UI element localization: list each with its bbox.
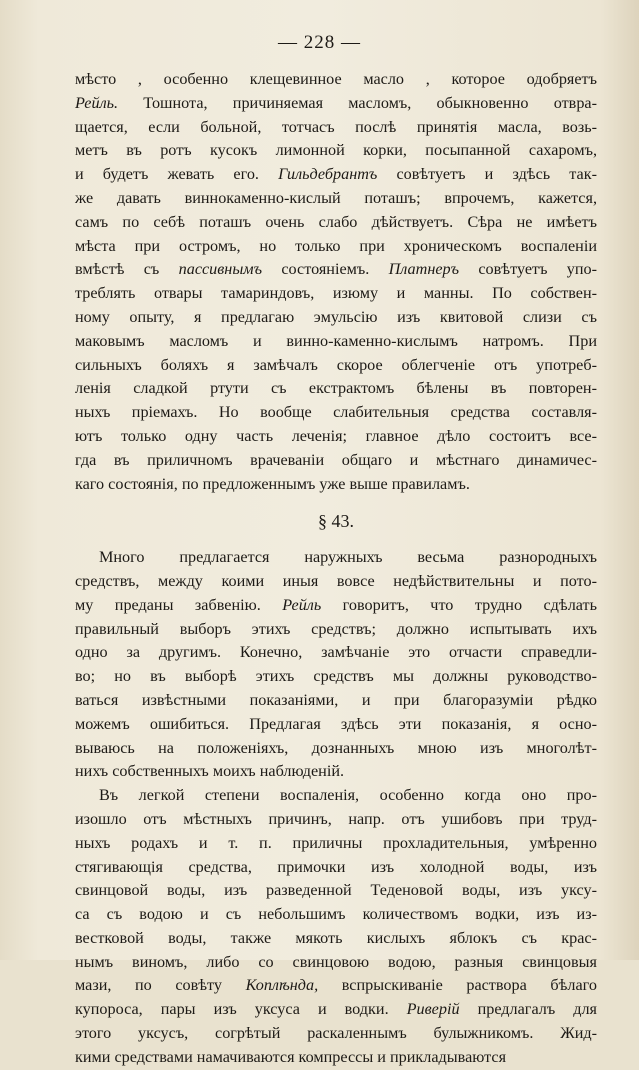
italic-name: пассивнымъ [178, 260, 263, 279]
text-line [75, 258, 597, 282]
text-run: треблять отвары тамариндовъ, изюму и манны. По собствен- [75, 284, 597, 303]
text-line [75, 665, 597, 689]
italic-name: Платнеръ [388, 260, 460, 279]
text-run: совѣтуетъ и здѣсь так- [377, 165, 598, 184]
text-run: нихъ собственныхъ моихъ наблюденій. [75, 762, 345, 781]
text-run: говоритъ, что трудно сдѣлать [321, 595, 598, 614]
text-run: щается, если больной, тотчасъ послѣ принятія масла, возь- [75, 117, 597, 136]
text-run: мѣста при остромъ, но только при хроническомъ воспаленіи [75, 236, 597, 255]
text-line [75, 903, 597, 927]
text-run: мази, по совѣту [75, 976, 246, 995]
text-run: состояніемъ. [262, 260, 389, 279]
text-run: и будетъ жевать его. [75, 165, 279, 184]
text-line [75, 473, 597, 497]
text-run: этого уксусъ, согрѣтый раскаленнымъ булыжникомъ. Жид- [75, 1024, 597, 1043]
text-line [75, 760, 597, 784]
text-run: во; но въ выборѣ этихъ средствъ мы должны руководство- [75, 667, 597, 686]
page-number: — 228 — [278, 32, 361, 53]
paragraph-1 [75, 68, 597, 496]
text-run: Много предлагается наружныхъ весьма разнородныхъ [99, 548, 597, 567]
text-line [75, 832, 597, 856]
text-run: свинцовой воды, изъ разведенной Теденовой воды, изъ уксу- [75, 881, 597, 900]
section-heading: § 43. [318, 511, 354, 532]
text-run: стягивающія средства, примочки изъ холодной воды, изъ [75, 857, 597, 876]
text-run: ютъ только одну часть леченія; главное дѣло состоитъ все- [75, 426, 597, 445]
text-run: можемъ ошибиться. Предлагая здѣсь эти показанія, я осно- [75, 714, 597, 733]
text-run: ленія сладкой ртути съ екстрактомъ бѣлены въ повторен- [75, 379, 597, 398]
text-line [75, 879, 597, 903]
text-run: вмѣстѣ съ [75, 260, 179, 279]
text-line [75, 1022, 597, 1046]
text-run: метъ въ ротъ кусокъ лимонной корки, посыпанной сахаромъ, [75, 141, 597, 160]
text-run: Въ легкой степени воспаленія, особенно когда оно про- [99, 786, 597, 805]
italic-name: Рейль [282, 595, 322, 614]
text-line [75, 211, 597, 235]
text-run: купороса, пары изъ уксуса и водки. [75, 1000, 407, 1019]
text-line [75, 927, 597, 951]
text-line [75, 689, 597, 713]
text-run: вываюсь на положеніяхъ, дознанныхъ мною изъ многолѣт- [75, 738, 597, 757]
text-line [75, 68, 597, 92]
text-run: средствъ, между коими иныя вовсе недѣйствительны и пото- [75, 571, 597, 590]
text-line [75, 998, 597, 1022]
text-line [75, 330, 597, 354]
text-line [75, 570, 597, 594]
text-line [75, 425, 597, 449]
italic-name: Риверій [406, 1000, 460, 1019]
text-run: ному опыту, я предлагаю эмульсію изъ квитовой слизи съ [75, 307, 597, 326]
text-line [75, 282, 597, 306]
text-line [75, 618, 597, 642]
text-line [75, 737, 597, 761]
text-line [75, 856, 597, 880]
text-line [75, 1046, 597, 1070]
text-run: вестковой воды, также мякоть кислыхъ яблокъ съ крас- [75, 928, 597, 947]
text-run: нымъ виномъ, либо со свинцовою водою, разныя свинцовыя [75, 952, 597, 971]
italic-name: Коплѣнда, [245, 976, 319, 995]
text-line [75, 187, 597, 211]
page-text [75, 68, 597, 1070]
text-run: му преданы забвенію. [75, 595, 283, 614]
text-line [75, 449, 597, 473]
text-run: са съ водою и съ небольшимъ количествомъ водки, изъ из- [75, 905, 597, 924]
paragraph-2 [75, 546, 597, 784]
text-run: Тошнота, причиняемая масломъ, обыкновенно отвра- [118, 93, 597, 112]
text-run: ныхъ родахъ и т. п. приличны прохладительныя, умѣренно [75, 833, 597, 852]
text-run: самъ по себѣ поташъ очень слабо дѣйствуетъ. Сѣра не имѣетъ [75, 212, 597, 231]
text-line [75, 713, 597, 737]
text-run: ваться извѣстными показаніями, и при благоразуміи рѣдко [75, 690, 597, 709]
text-run: гда въ приличномъ врачеваніи общаго и мѣстнаго динамичес- [75, 450, 597, 469]
text-run: ныхъ пріемахъ. Но вообще слабительныя средства составля- [75, 403, 597, 422]
text-run: предлагалъ для [459, 1000, 598, 1019]
text-run: вспрыскиваніе раствора бѣлаго [318, 976, 597, 995]
text-line [75, 139, 597, 163]
text-line [75, 377, 597, 401]
text-line [75, 116, 597, 140]
text-run: сильныхъ боляхъ я замѣчалъ скорое облегченіе отъ употреб- [75, 355, 597, 374]
italic-name: Рейль. [75, 93, 119, 112]
text-run: правильный выборъ этихъ средствъ; должно испытывать ихъ [75, 619, 597, 638]
text-run: же давать виннокаменно-кислый поташъ; впрочемъ, кажется, [75, 188, 597, 207]
text-line [75, 808, 597, 832]
text-line [75, 594, 597, 618]
text-line [75, 401, 597, 425]
text-run: маковымъ масломъ и винно-каменно-кислымъ натромъ. При [75, 331, 597, 350]
text-line [75, 163, 597, 187]
text-line [75, 974, 597, 998]
text-line [75, 235, 597, 259]
text-line [75, 641, 597, 665]
text-line [75, 306, 597, 330]
text-run: каго состоянія, по предложеннымъ уже выше правиламъ. [75, 474, 470, 493]
italic-name: Гильдебрантъ [278, 165, 378, 184]
paragraph-3 [75, 784, 597, 1070]
text-run: изошло отъ мѣстныхъ причинъ, напр. отъ ушибовъ при труд- [75, 809, 597, 828]
text-line [75, 92, 597, 116]
text-line [75, 784, 597, 808]
text-run: кими средствами намачиваются компрессы и прикладываются [75, 1047, 507, 1066]
text-line [75, 951, 597, 975]
text-line [75, 546, 597, 570]
text-line [75, 354, 597, 378]
text-run: совѣтуетъ упо- [459, 260, 597, 279]
text-run: одно за другимъ. Конечно, замѣчаніе это отчасти справедли- [75, 643, 597, 662]
text-run: мѣсто , особенно клещевинное масло , которое одобряетъ [75, 70, 597, 88]
